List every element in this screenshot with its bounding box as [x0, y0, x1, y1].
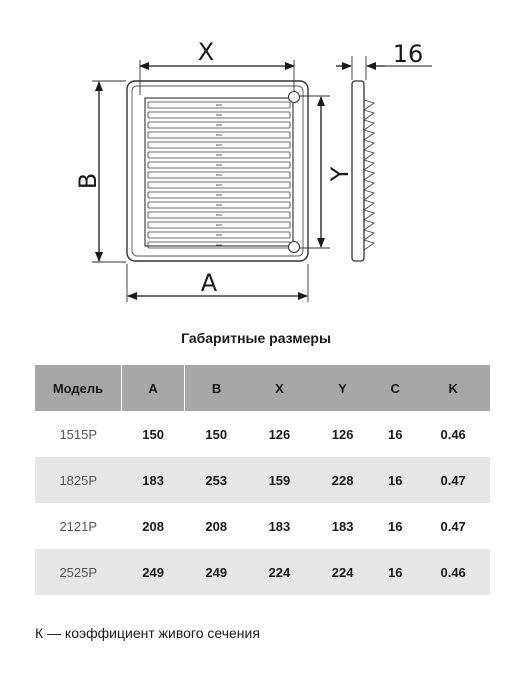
- cell-c: 16: [388, 518, 403, 534]
- col-header-a: A: [122, 365, 185, 411]
- col-header-y: Y: [311, 365, 374, 411]
- dim-b-label: B: [74, 172, 102, 190]
- cell-model: 2525Р: [35, 549, 122, 595]
- cell-a: 249: [122, 549, 185, 595]
- cell-b: 208: [205, 518, 228, 534]
- cell-k: 0.46: [416, 549, 490, 595]
- cell-b: 253: [185, 457, 248, 503]
- cell-a: 183: [122, 457, 185, 503]
- grille-technical-drawing: [0, 0, 512, 320]
- cell-b: 150: [205, 426, 228, 442]
- cell-model: 2121Р: [59, 518, 98, 534]
- cell-y: 126: [331, 426, 354, 442]
- cell-model: 1825Р: [35, 457, 122, 503]
- table-row: [35, 411, 490, 457]
- dim-depth-label: 16: [392, 40, 424, 68]
- cell-x: 224: [248, 549, 311, 595]
- table-row: [35, 503, 490, 549]
- cell-a: 150: [142, 426, 164, 442]
- cell-model: 1515Р: [59, 426, 98, 442]
- mounting-hole-top-right: [289, 92, 300, 103]
- cell-a: 208: [142, 518, 164, 534]
- cell-k: 0.47: [440, 518, 466, 534]
- dim-x-label: X: [197, 38, 215, 66]
- col-header-x: X: [248, 365, 311, 411]
- cell-y: 183: [331, 518, 354, 534]
- col-header-k: K: [416, 365, 490, 411]
- cell-c: 16: [374, 549, 416, 595]
- cell-c: 16: [374, 457, 416, 503]
- side-view-louvers: [364, 100, 374, 250]
- table-header-row: [35, 365, 490, 411]
- table-title: Габаритные размеры: [181, 330, 331, 346]
- cell-k: 0.47: [416, 457, 490, 503]
- cell-x: 183: [268, 518, 291, 534]
- dim-a-label: A: [200, 269, 218, 297]
- table-row: [35, 549, 490, 595]
- dim-y-label: Y: [326, 166, 354, 182]
- cell-y: 224: [311, 549, 374, 595]
- mounting-hole-bottom-right: [289, 242, 300, 253]
- table-row: [35, 457, 490, 503]
- dimensions-table: [35, 365, 490, 595]
- cell-x: 126: [268, 426, 291, 442]
- cell-k: 0.46: [440, 426, 466, 442]
- col-header-model: Модель: [35, 365, 122, 411]
- col-header-c: C: [374, 365, 416, 411]
- cell-c: 16: [388, 426, 403, 442]
- cell-b: 249: [185, 549, 248, 595]
- col-header-b: B: [185, 365, 248, 411]
- cell-y: 228: [311, 457, 374, 503]
- cell-x: 159: [248, 457, 311, 503]
- footnote: К — коэффициент живого сечения: [35, 625, 260, 641]
